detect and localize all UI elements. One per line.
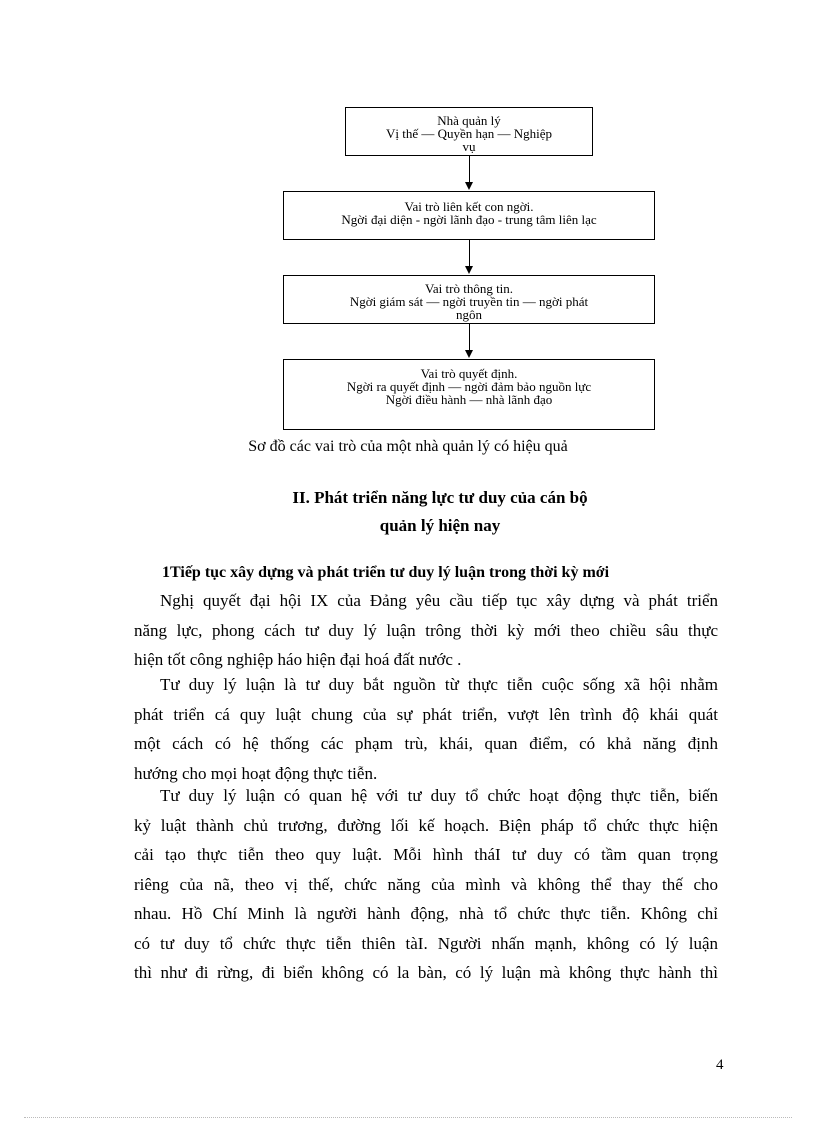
text-line: Tư duy lý luận có quan hệ với tư duy tổ chức hoạt động thực tiễn, biến (160, 786, 718, 805)
diagram-box-manager (345, 107, 593, 156)
text-line: năng lực, phong cách tư duy lý luận trông thời kỳ mới theo chiều sâu thực (134, 620, 718, 640)
arrowhead (465, 350, 473, 358)
text-line: riêng của nã, theo vị thế, chức năng của mình và không thể thay thế cho (134, 874, 718, 894)
arrow-line (469, 324, 470, 350)
text-line: thì như đi rừng, đi biển không có la bàn, có lý luận mà không thực hành thì (134, 963, 718, 982)
section-title-line: quản lý hiện nay (379, 516, 501, 535)
box-text: ngôn (456, 307, 482, 322)
paragraph (134, 670, 718, 788)
paragraph (134, 586, 718, 675)
box-text: Vai trò liên kết con ngời. (404, 199, 534, 214)
text-line: một cách có hệ thống các phạm trù, khái, quan điểm, có khả năng định (134, 734, 718, 753)
box-text: Vai trò thông tin. (424, 281, 514, 296)
text-line: kỷ luật thành chủ trương, đường lối kế hoạch. Biện pháp tổ chức thực hiện (134, 815, 718, 835)
subsection-title: 1Tiếp tục xây dựng và phát triển tư duy lý luận trong thời kỳ mới (162, 564, 610, 581)
box-text: Ngời đại diện - ngời lãnh đạo - trung tâm liên lạc (341, 212, 597, 227)
text-line: nhau. Hồ Chí Minh là người hành động, nhà tổ chức thực tiễn. Không chỉ (134, 904, 718, 923)
text-line: hướng cho mọi hoạt động thực tiễn. (134, 763, 378, 783)
text-line: hiện tốt công nghiệp háo hiện đại hoá đất nước . (134, 650, 462, 669)
box-text: Vị thế — Quyền hạn — Nghiệp (385, 126, 553, 141)
text-line: có tư duy tổ chức thực tiễn thiên tàI. Người nhấn mạnh, không có lý luận (134, 933, 718, 953)
diagram-box-information (283, 275, 655, 324)
text-line: cải tạo thực tiễn theo quy luật. Mỗi hình tháI tư duy có tầm quan trọng (134, 845, 718, 864)
arrowhead (465, 182, 473, 190)
section-title-line: II. Phát triển năng lực tư duy của cán bộ (292, 488, 588, 507)
arrowhead (465, 266, 473, 274)
text-line: Tư duy lý luận là tư duy bắt nguồn từ thực tiễn cuộc sống xã hội nhằm (160, 675, 718, 694)
box-text: Ngời ra quyết định — ngời đảm bảo nguồn lực (346, 379, 592, 394)
box-text: Nhà quản lý (437, 113, 501, 128)
diagram-caption: Sơ đồ các vai trò của một nhà quản lý có hiệu quả (248, 438, 568, 455)
box-text: Ngời điều hành — nhà lãnh đạo (385, 392, 553, 407)
page-bottom-rule (24, 1117, 792, 1118)
arrow-line (469, 156, 470, 182)
box-text: Ngời giám sát — ngời truyền tin — ngời phát (349, 294, 589, 309)
diagram-box-decision (283, 359, 655, 430)
paragraph (134, 781, 718, 988)
section-title (0, 484, 816, 540)
page-number: 4 (716, 1057, 724, 1073)
text-line: phát triển cá quy luật chung của sự phát triển, vượt lên trình độ khái quát (134, 704, 718, 724)
box-text: vụ (462, 139, 476, 154)
text-line: Nghị quyết đại hội IX của Đảng yêu cầu tiếp tục xây dựng và phát triển (160, 591, 718, 610)
arrow-line (469, 240, 470, 266)
diagram-box-liaison (283, 191, 655, 240)
box-text: Vai trò quyết định. (420, 366, 518, 381)
